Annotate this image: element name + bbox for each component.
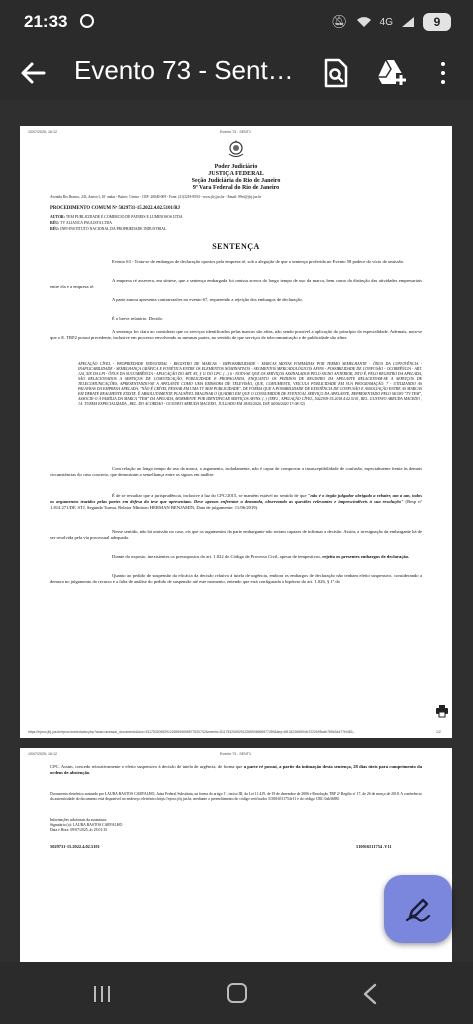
paragraph-8: Nesse sentido, não há omissão no caso, eis que os argumentos da parte embargante não seriam capazes de infirmar a decisão. Assim, a irresignação da embargante há de ser resolvida pela via processual adequada. <box>50 529 422 540</box>
party-defendant-1 <box>50 221 112 225</box>
author-name: TEM PUBLICIDADE E COMERCIO DE PAINEIS E LUMINOSOS LTDA <box>65 215 183 219</box>
clock: 21:33 <box>24 12 68 31</box>
defendant-name: TV ALIANCA PAULISTA LTDA <box>60 221 112 225</box>
status-icons <box>331 12 451 32</box>
party-defendant-2 <box>50 227 166 231</box>
annotate-pen-icon <box>404 895 432 923</box>
document-heading: SENTENÇA <box>212 242 260 251</box>
paragraph-9-lead: Diante do exposto, inexistentes os pressupostos do art. 1.022 do Código de Processo Civil, apesar de tempestivos, <box>112 554 323 559</box>
electronic-signature-note: Documento eletrônico assinado por LAURA BASTOS CARVALHO, Juíza Federal Substituta, na forma do artigo 1º, inciso III, da Lei 11.419, de 19 de dezembro de 2006 e Resolução TRF 2ª Região nº 17, de 26 de março de 2018. A conferência da autenticidade do documento está disponível no endereço eletrônico https://eproc.jfrj.jus.br, mediante o preenchimento do código verificador 510016511754v11 e do código CRC 0ab3688f. <box>50 792 422 801</box>
system-navigation-bar <box>0 962 473 1024</box>
process-id-footer: 5029731-15.2022.4.02.5101 <box>50 844 100 849</box>
signature-info-title: Informações adicionais da assinatura: <box>50 818 108 822</box>
mute-icon: 🔕︎ <box>331 14 348 29</box>
paragraph-7-lead: É de se ressaltar que a jurisprudência, inclusive à luz do CPC/2015, se mantém estável no sentido de que <box>112 493 308 498</box>
paragraph-9 <box>50 554 422 560</box>
paragraph-continued-lead: CPC. Assim, concedo retroativamente o efeito suspensivo à decisão de tutela de urgência, de forma que <box>50 764 244 769</box>
defendant-label: RÉU: <box>50 227 60 231</box>
signature-signer: Signatário (a): LAURA BASTOS CARVALHO <box>50 823 123 827</box>
pdf-viewer[interactable] <box>0 100 473 962</box>
app-bar <box>0 44 473 100</box>
paragraph-7 <box>50 493 422 511</box>
page-title: Evento 73 - Sent… <box>74 55 294 85</box>
procedure-number: PROCEDIMENTO COMUM Nº 5029731-15.2022.4.02.5101/RJ <box>50 206 181 211</box>
paragraph-2: A empresa ré assevera, em síntese, que a sentença embargada foi omissa acerca do longo tempo de uso da marca, bem como da distinção das atividades empresariais entre ela e a empresa ré. <box>50 278 422 289</box>
paragraph-4: É o breve relatório. Decido. <box>112 316 164 321</box>
author-label: AUTOR: <box>50 215 65 219</box>
paragraph-continued-order: a parte ré possui, a partir da intimação desta sentença, 28 dias úteis para cumprimento da ordem de abstenção. <box>50 764 422 775</box>
paragraph-continued <box>50 764 422 776</box>
court-line-3: Seção Judiciária do Rio de Janeiro <box>191 178 281 184</box>
document-id-footer: 510016511754 .V11 <box>356 844 392 849</box>
court-line-1: Poder Judiciário <box>214 164 258 170</box>
arrow-left-icon[interactable] <box>18 58 48 88</box>
wifi-icon <box>356 16 372 28</box>
paragraph-3: A parte autora apresenta contrarrazões no evento 67, requerendo a rejeição dos embargos de declaração. <box>112 297 303 302</box>
coat-of-arms-icon <box>226 139 246 159</box>
network-type-label: 4G <box>379 16 393 28</box>
add-to-drive-icon[interactable] <box>376 58 406 86</box>
recents-icon[interactable] <box>92 984 112 1004</box>
page-header-event: Evento 73 - SENT1 <box>220 752 251 756</box>
signal-icon <box>401 16 415 28</box>
page-header-date: 10/07/2025, 16:12 <box>28 130 57 134</box>
paragraph-7-quote: "não é o órgão julgador obrigado a rebater, um a um, todos os argumentos trazidos pelas partes em defesa da tese que apresentam. Deve apenas enfrentar a demanda, observando as questões relevantes e imprescindíveis à sua resolução" <box>50 493 422 504</box>
document-search-icon[interactable] <box>322 58 350 88</box>
battery-indicator: 9 <box>423 13 451 31</box>
annotate-button[interactable] <box>384 875 452 943</box>
paragraph-10: Quanto ao pedido de suspensão da eficácia da decisão relativa à tutela de urgência, embora os embargos de declaração não tenham efeito suspensivo, considerando a demora no julgamento do recurso e a falta de análise do pedido de suspensão até este momento, entendo que está configurada a hipótese do art. 1.026, § 1º do <box>50 573 422 584</box>
defendant-label: RÉU: <box>50 221 60 225</box>
page-header-date: 10/07/2025, 16:12 <box>28 752 57 756</box>
whatsapp-notification-icon <box>80 14 94 28</box>
paragraph-5: A sentença foi clara ao considerar que os serviços identificados pelas marcas são afins, não sendo possível a aplicação do princípio da especialidade. Ademais, nota-se que o E. TRF2 possui precedente, inclusive em processo envolvendo as mesmas partes, no sentido de que serviços de telecomunicação e de publicidade são afins: <box>50 329 422 340</box>
jurisprudence-quote: APELAÇÃO CÍVEL - PROPRIEDADE INDUSTRIAL - REGISTRO DE MARCAS - IMPOSSIBILIDADE - MARCAS MISTAS FORMADAS POR TERMO SEMELHANTE - ÔNUS DA CONVIVÊNCIA - INAPLICABILIDADE - SEMELHANÇA GRÁFICA E FONÉTICA ENTRE OS ELEMENTOS NOMINATIVOS - SEGMENTOS MERCADOLÓGICOS AFINS - POSSIBILIDADE DE CONFUSÃO - OCORRÊNCIA - ART. 124, XIX DA LPI - ÔNUS DA SUCUMBÊNCIA - APLICAÇÃO DO ART. 85, § 11 DO CPC. (...) 6 - NOTA-SE QUE OS SERVIÇOS ASSINALADOS PELO SIGNO ANTERIOR, ISTO É, PELO REGISTRO DA APELADA, SÃO RELACIONADOS A SERVIÇOS DE COMUNICAÇÃO, PUBLICIDADE E PROPAGANDA, ENQUANTO OS PEDIDOS DE REGISTRO DA APELANTE RELACIONAM-SE A SERVIÇOS DE TELECOMUNICAÇÕES, APRESENTANDO-SE A APELANTE COMO UMA EMISSORA DE TELEVISÃO, QUE, COMUMENTE, VEICULA PUBLICIDADE EM SUA PROGRAMAÇÃO. 7 - UTILIZANDO AS PALAVRAS DA EMPRESA APELADA, "NÃO É CRÍVEL PENSAR EM UMA TV SEM PUBLICIDADE", DE FORMA QUE A POSSIBILIDADE DE EXISTÊNCIA DE CONFUSÃO E ASSOCIAÇÃO ENTRE AS MARCAS EM DEBATE REALMENTE EXISTE. É ABSOLUTAMENTE PLAUSÍVEL IMAGINAR O QUADRO EM QUE O CONSUMIDOR DE EVENTUAL SERVIÇO DA APELANTE, REPRESENTADO PELO SIGNO "TV TEM", ASSOCIE-O À FAMÍLIA DA MARCA "TEM" DA APELADA, MORMENTE POR IDENTIFICAR SERVIÇOS AFINS. (..) (TRF2 , APELAÇÃO CÍVEL, 5022309-35.2018.4.02.5101, REL. GUSTAVO ARRUDA MACEDO , 1A. TURMA ESPECIALIZADA , REL. DO ACORDAO - GUSTAVO ARRUDA MACEDO, JULGADO EM 18/05/2020, DJE 04/06/2020 17:08:32) <box>78 362 422 406</box>
print-icon[interactable] <box>435 704 449 718</box>
status-bar <box>0 0 473 44</box>
paragraph-6: Com relação ao longo tempo de uso da marca, o argumento, isoladamente, não é capaz de comprovar a insusceptibilidade de confusão, especialmente frente às demais circunstâncias do caso concreto, que demostram a semelhança entre os signos em análise. <box>50 466 422 477</box>
signature-datetime: Data e Hora: 09/07/2025, às 18:01:35 <box>50 828 108 832</box>
paragraph-7-tail: (Resp nº 1.814.271/DF, STJ, Segunda Turma, Relator Ministro HERMAN BENJAMIN, Data de julgamento: 11/06/2019). <box>50 499 422 510</box>
page-footer-url: https://eproc.jfrj.jus.br/eproc/controlador.php?acao=acessar_documento&doc=51175320692912265906696577520742&evento=51175320692912265906696577459&key=6f1342266594fc7222b95cdb785b34d77f4483... <box>28 730 356 734</box>
party-author <box>50 215 183 219</box>
page-header-event: Evento 73 - SENT1 <box>220 130 251 134</box>
paragraph-1: Evento 63 - Trata-se de embargos de declaração opostos pela empresa ré, sob a alegação de que a sentença proferida no Evento 58 padece do vício de omissão. <box>112 259 405 264</box>
home-icon[interactable] <box>227 983 247 1003</box>
paragraph-9-decision: rejeito os presentes embargos de declaração. <box>322 554 410 559</box>
more-vert-icon[interactable] <box>438 58 448 88</box>
court-line-4: 9ª Vara Federal do Rio de Janeiro <box>192 185 280 191</box>
pdf-page-1 <box>20 126 452 738</box>
defendant-name: INPI-INSTITUTO NACIONAL DA PROPRIEDADE INDUSTRIAL <box>60 227 167 231</box>
page-number: 1/2 <box>436 730 441 734</box>
court-line-2: JUSTIÇA FEDERAL <box>208 171 264 177</box>
nav-back-icon[interactable] <box>362 983 378 1005</box>
court-address: Avenida Rio Branco, 243, Anexo I, 10º andar - Bairro: Centro - CEP: 20040-009 - Fone: (21)3218-8594 - www.jfrj.jus.br - Email: 09vf@jfrj.jus.br <box>50 195 262 199</box>
